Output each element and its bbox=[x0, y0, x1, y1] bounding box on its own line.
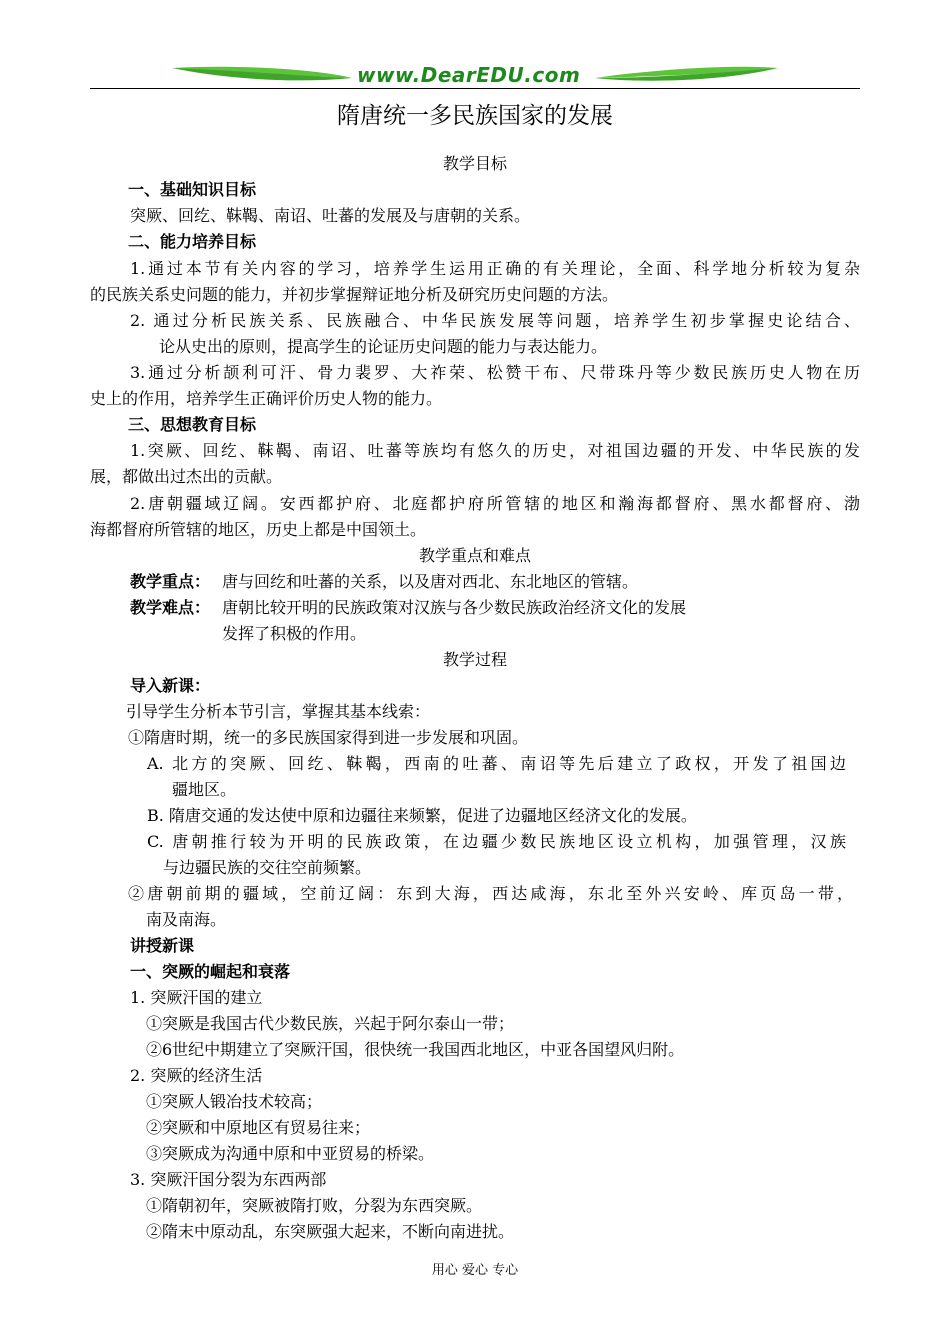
list-item: ②唐朝前期的疆域，空前辽阔：东到大海，西达咸海，东北至外兴安岭、库页岛一带， bbox=[128, 884, 853, 903]
list-item-continuation: 疆地区。 bbox=[172, 780, 237, 799]
list-item: ①隋朝初年，突厥被隋打败，分裂为东西突厥。 bbox=[146, 1196, 483, 1215]
paragraph-line: 论从史出的原则，提高学生的论证历史问题的能力与表达能力。 bbox=[159, 337, 608, 356]
page-footer: 用心 爱心 专心 bbox=[431, 1263, 519, 1278]
section-heading-objectives: 教学目标 bbox=[442, 154, 507, 173]
heading-turks: 一、突厥的崛起和衰落 bbox=[130, 962, 291, 981]
label-key-point: 教学重点： bbox=[130, 572, 211, 591]
paragraph-line: 唐朝比较开明的民族政策对汉族与各少数民族政治经济文化的发展 bbox=[222, 598, 687, 617]
list-item: B. 隋唐交通的发达使中原和边疆往来频繁，促进了边疆地区经济文化的发展。 bbox=[147, 806, 697, 825]
paragraph-line: 2.唐朝疆域辽阔。安西都护府、北庭都护府所管辖的地区和瀚海都督府、黑水都督府、渤 bbox=[130, 494, 860, 513]
list-item-continuation: 与边疆民族的交往空前频繁。 bbox=[163, 858, 372, 877]
list-item-continuation: 南及南海。 bbox=[146, 910, 227, 929]
paragraph-line: 唐与回纥和吐蕃的关系，以及唐对西北、东北地区的管辖。 bbox=[222, 572, 639, 591]
list-item: ②6世纪中期建立了突厥汗国，很快统一我国西北地区，中亚各国望风归附。 bbox=[146, 1040, 685, 1059]
paragraph-line: 突厥、回纥、靺鞨、南诏、吐蕃的发展及与唐朝的关系。 bbox=[130, 206, 531, 225]
subheading: 2. 突厥的经济生活 bbox=[130, 1066, 263, 1085]
list-item: ②突厥和中原地区有贸易往来； bbox=[146, 1118, 371, 1137]
heading-ideology-goals: 三、思想教育目标 bbox=[128, 415, 257, 434]
header-divider bbox=[90, 88, 860, 89]
list-item: ①突厥是我国古代少数民族，兴起于阿尔泰山一带； bbox=[146, 1014, 515, 1033]
paragraph-line: 史上的作用，培养学生正确评价历史人物的能力。 bbox=[90, 389, 443, 408]
paragraph-line: 海都督府所管辖的地区，历史上都是中国领土。 bbox=[90, 520, 427, 539]
heading-new-lesson: 讲授新课 bbox=[130, 936, 195, 955]
subheading: 3. 突厥汗国分裂为东西两部 bbox=[130, 1170, 327, 1189]
list-item: ①隋唐时期，统一的多民族国家得到进一步发展和巩固。 bbox=[128, 728, 529, 747]
section-heading-process: 教学过程 bbox=[442, 650, 507, 669]
section-heading-key-points: 教学重点和难点 bbox=[418, 546, 531, 565]
list-item: ③突厥成为沟通中原和中亚贸易的桥梁。 bbox=[146, 1144, 435, 1163]
paragraph-line: 1.通过本节有关内容的学习，培养学生运用正确的有关理论，全面、科学地分析较为复杂 bbox=[130, 259, 860, 278]
list-item: ①突厥人锻冶技术较高； bbox=[146, 1092, 323, 1111]
label-difficulty: 教学难点： bbox=[130, 598, 211, 617]
heading-ability-goals: 二、能力培养目标 bbox=[128, 232, 257, 251]
paragraph-line: 2. 通过分析民族关系、民族融合、中华民族发展等问题，培养学生初步掌握史论结合、 bbox=[130, 311, 860, 330]
subheading: 1. 突厥汗国的建立 bbox=[130, 988, 263, 1007]
heading-intro: 导入新课： bbox=[130, 676, 211, 695]
paragraph-line: 的民族关系史问题的能力，并初步掌握辩证地分析及研究历史问题的方法。 bbox=[90, 285, 619, 304]
heading-knowledge-goals: 一、基础知识目标 bbox=[128, 180, 257, 199]
site-logo-text[interactable]: www.DearEDU.com bbox=[357, 63, 581, 87]
list-item: C. 唐朝推行较为开明的民族政策，在边疆少数民族地区设立机构，加强管理，汉族 bbox=[147, 832, 846, 851]
paragraph-line: 发挥了积极的作用。 bbox=[222, 624, 367, 643]
paragraph-line: 3.通过分析颉利可汗、骨力裴罗、大祚荣、松赞干布、尺带珠丹等少数民族历史人物在历 bbox=[130, 363, 860, 382]
list-item: A. 北方的突厥、回纥、靺鞨，西南的吐蕃、南诏等先后建立了政权，开发了祖国边 bbox=[147, 754, 846, 773]
page-title: 隋唐统一多民族国家的发展 bbox=[337, 103, 613, 129]
paragraph-line: 引导学生分析本节引言，掌握其基本线索： bbox=[126, 702, 431, 721]
paragraph-line: 1.突厥、回纥、靺鞨、南诏、吐蕃等族均有悠久的历史，对祖国边疆的开发、中华民族的发 bbox=[130, 441, 860, 460]
paragraph-line: 展，都做出过杰出的贡献。 bbox=[90, 467, 283, 486]
list-item: ②隋末中原动乱，东突厥强大起来，不断向南进扰。 bbox=[146, 1222, 515, 1241]
